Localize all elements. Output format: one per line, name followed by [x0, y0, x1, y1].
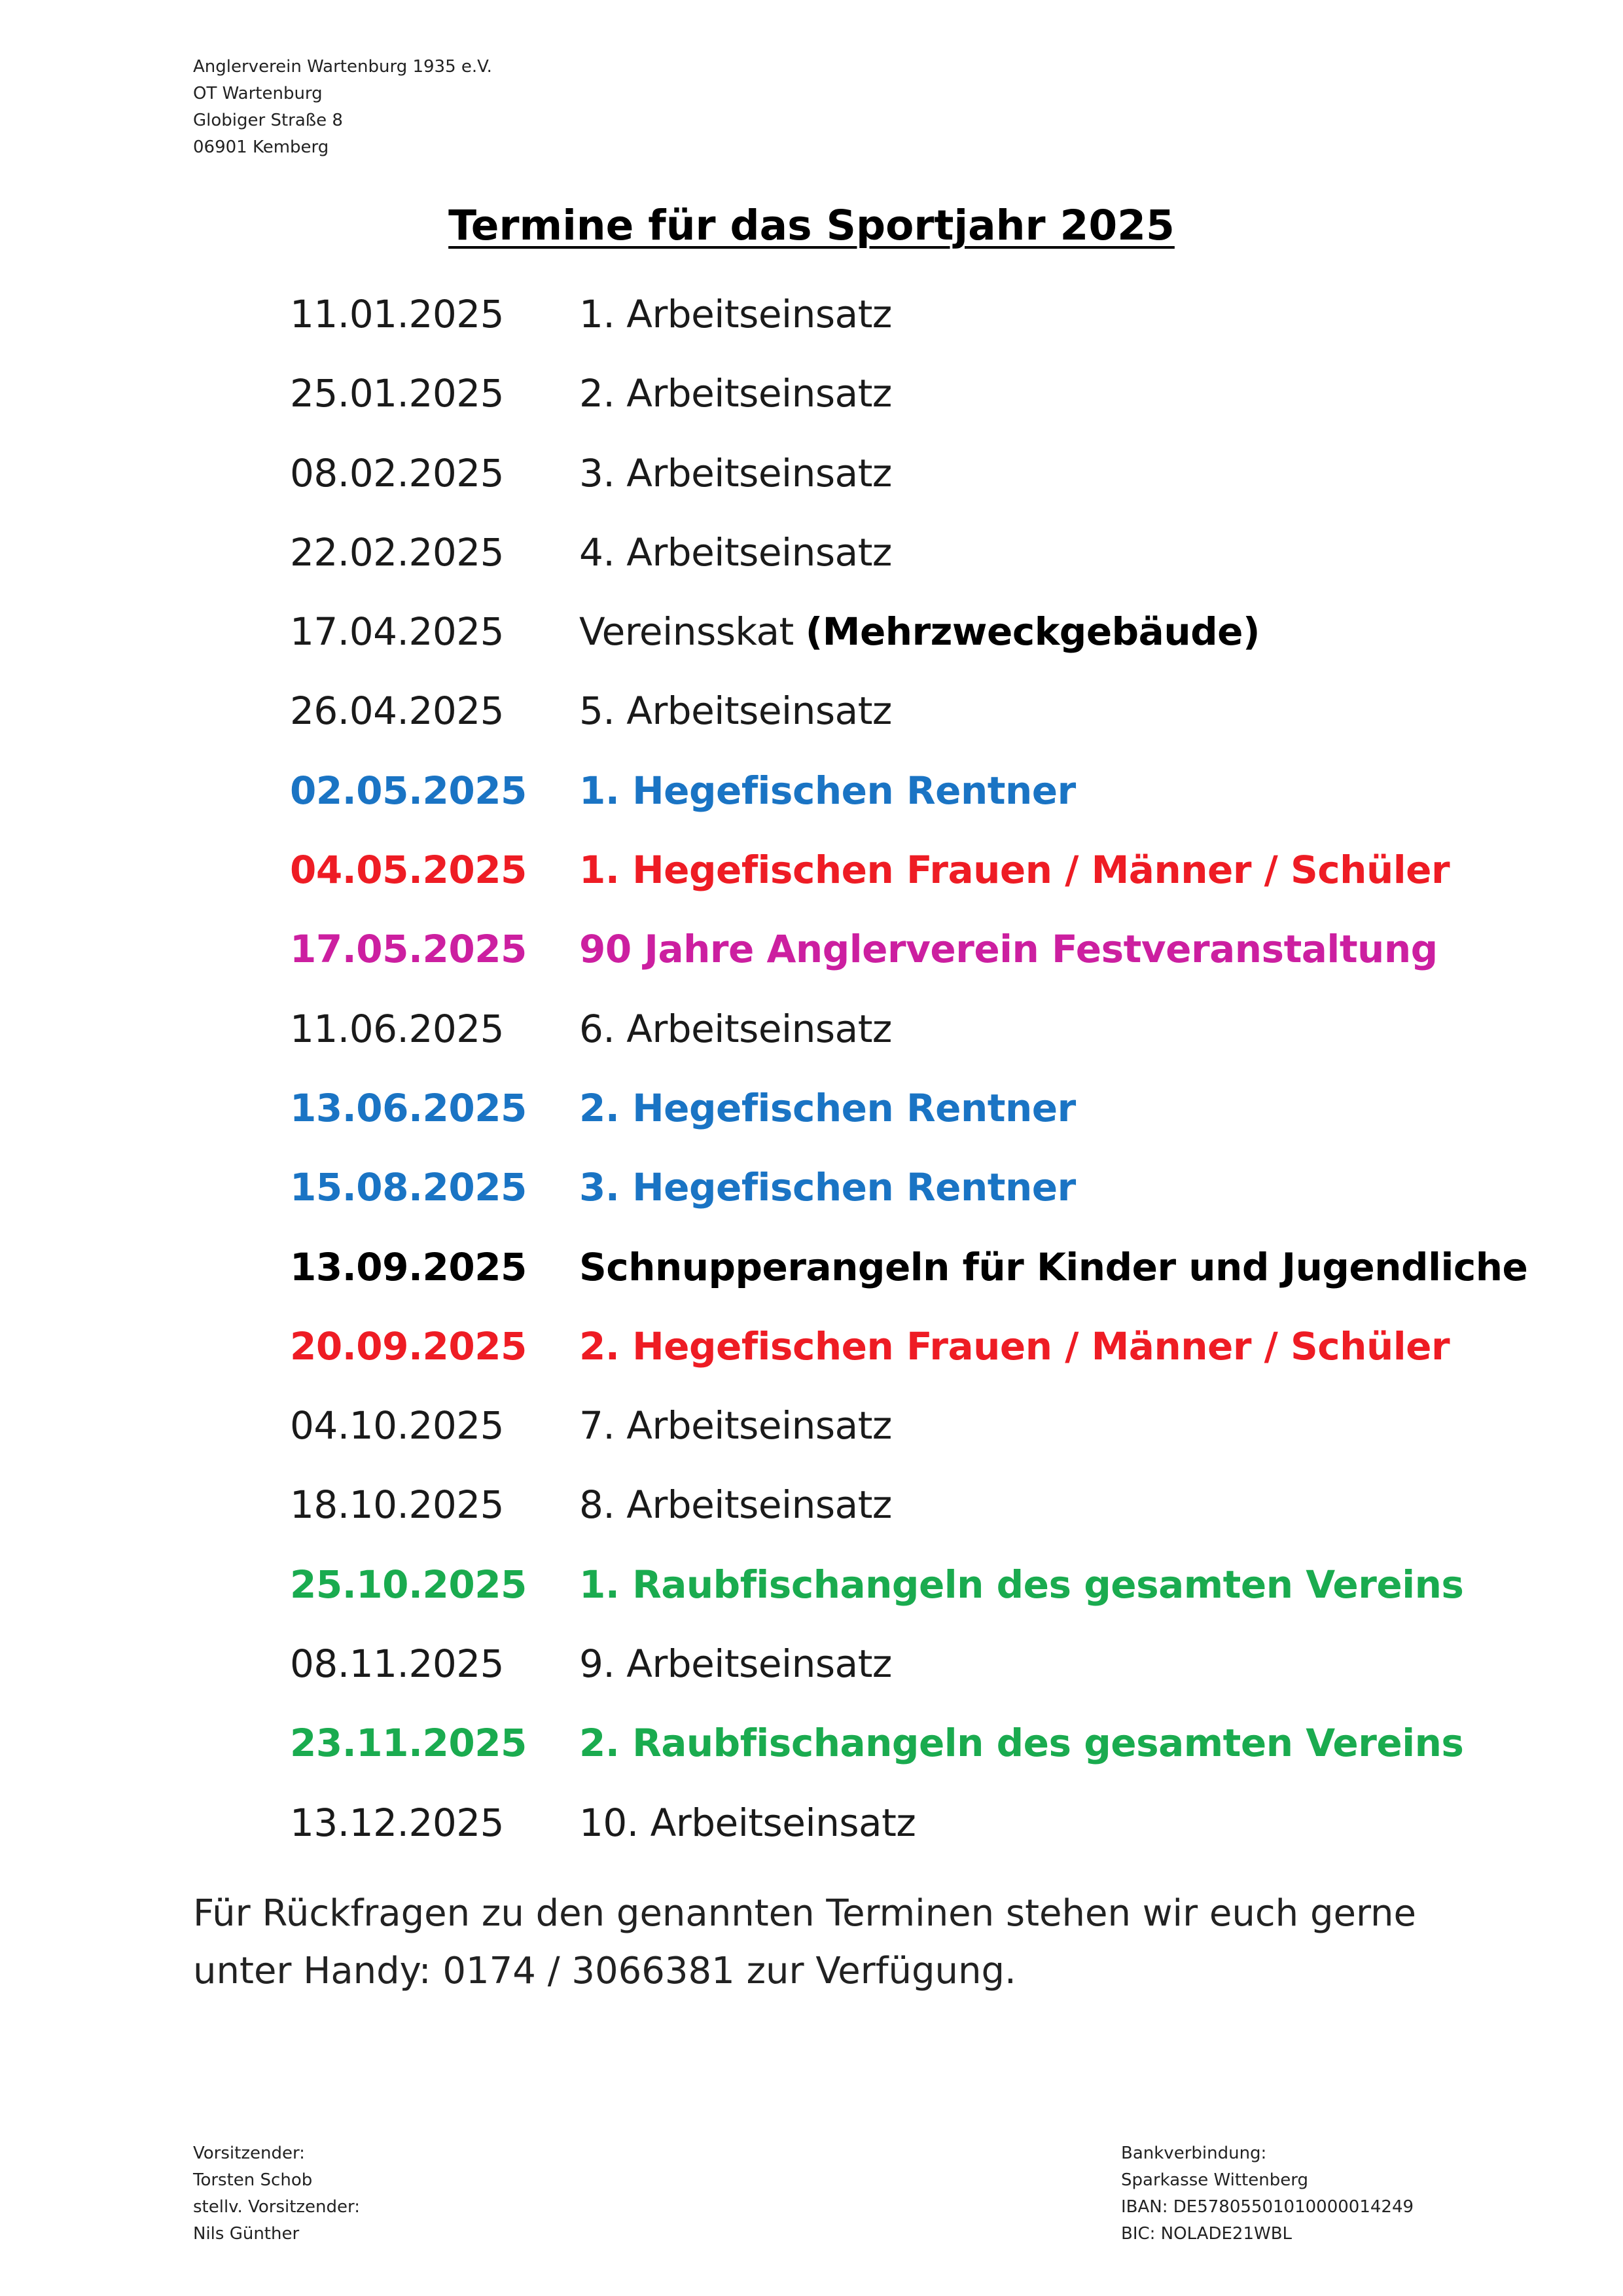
event-label: 90 Jahre Anglerverein Festveranstaltung: [579, 927, 1438, 972]
bank-info: [1121, 2140, 1414, 2248]
club-city: 06901 Kemberg: [193, 137, 329, 157]
event-label: 1. Hegefischen Rentner: [579, 768, 1076, 813]
event-label: 3. Hegefischen Rentner: [579, 1165, 1076, 1210]
event-date: 18.10.2025: [290, 1482, 505, 1528]
event-label: 7. Arbeitseinsatz: [579, 1403, 892, 1448]
event-label: 2. Arbeitseinsatz: [579, 371, 892, 416]
event-date: 11.06.2025: [290, 1006, 505, 1051]
club-address: [193, 54, 492, 161]
event-date: 26.04.2025: [290, 689, 505, 734]
event-label: 2. Hegefischen Rentner: [579, 1085, 1076, 1130]
event-label: 10. Arbeitseinsatz: [579, 1800, 916, 1845]
club-name: Anglerverein Wartenburg 1935 e.V.: [193, 57, 492, 77]
event-label: 1. Raubfischangeln des gesamten Vereins: [579, 1562, 1464, 1607]
event-date: 13.06.2025: [290, 1085, 527, 1130]
event-date: 13.12.2025: [290, 1800, 505, 1845]
event-date: 04.10.2025: [290, 1403, 505, 1448]
event-date: 25.01.2025: [290, 371, 505, 416]
vice-chair-label: stellv. Vorsitzender:: [193, 2197, 361, 2217]
event-label: Schnupperangeln für Kinder und Jugendliche: [579, 1244, 1528, 1289]
event-date: 17.04.2025: [290, 609, 505, 655]
event-label: 8. Arbeitseinsatz: [579, 1482, 892, 1528]
event-date: 02.05.2025: [290, 768, 527, 813]
chair-name: Torsten Schob: [193, 2170, 313, 2190]
contact-note: [193, 1885, 1502, 2000]
page-title-text: Termine für das Sportjahr 2025: [448, 202, 1175, 249]
event-label: 6. Arbeitseinsatz: [579, 1006, 892, 1051]
contact-line: unter Handy: 0174 / 3066381 zur Verfügung.: [193, 1950, 1016, 1992]
contact-line: Für Rückfragen zu den genannten Terminen stehen wir euch gerne: [193, 1892, 1416, 1935]
event-date: 13.09.2025: [290, 1244, 527, 1289]
vice-chair-name: Nils Günther: [193, 2224, 300, 2244]
event-label: 3. Arbeitseinsatz: [579, 450, 892, 495]
event-label: Vereinsskat: [579, 609, 794, 655]
bank-bic: BIC: NOLADE21WBL: [1121, 2224, 1293, 2244]
event-label: 4. Arbeitseinsatz: [579, 529, 892, 575]
page-title: [0, 202, 1623, 249]
event-date: 23.11.2025: [290, 1721, 527, 1766]
club-street: Globiger Straße 8: [193, 111, 343, 130]
bank-name: Sparkasse Wittenberg: [1121, 2170, 1308, 2190]
event-date: 20.09.2025: [290, 1323, 527, 1369]
event-label-group: [579, 605, 1260, 658]
event-date: 15.08.2025: [290, 1165, 527, 1210]
event-date: 04.05.2025: [290, 848, 527, 893]
event-label: 2. Raubfischangeln des gesamten Vereins: [579, 1721, 1464, 1766]
event-label: 2. Hegefischen Frauen / Männer / Schüler: [579, 1323, 1450, 1369]
event-label: 5. Arbeitseinsatz: [579, 689, 892, 734]
chair-label: Vorsitzender:: [193, 2144, 305, 2163]
bank-iban: IBAN: DE57805501010000014249: [1121, 2197, 1414, 2217]
club-district: OT Wartenburg: [193, 84, 323, 103]
event-date: 08.11.2025: [290, 1641, 505, 1687]
bank-label: Bankverbindung:: [1121, 2144, 1267, 2163]
event-date: 17.05.2025: [290, 927, 527, 972]
event-location: (Mehrzweckgebäude): [805, 609, 1260, 655]
event-date: 25.10.2025: [290, 1562, 527, 1607]
event-date: 11.01.2025: [290, 292, 505, 336]
board-info: [193, 2140, 360, 2248]
event-label: 1. Arbeitseinsatz: [579, 292, 892, 336]
event-label: 1. Hegefischen Frauen / Männer / Schüler: [579, 848, 1450, 893]
event-date: 22.02.2025: [290, 529, 505, 575]
event-label: 9. Arbeitseinsatz: [579, 1641, 892, 1687]
event-date: 08.02.2025: [290, 450, 505, 495]
